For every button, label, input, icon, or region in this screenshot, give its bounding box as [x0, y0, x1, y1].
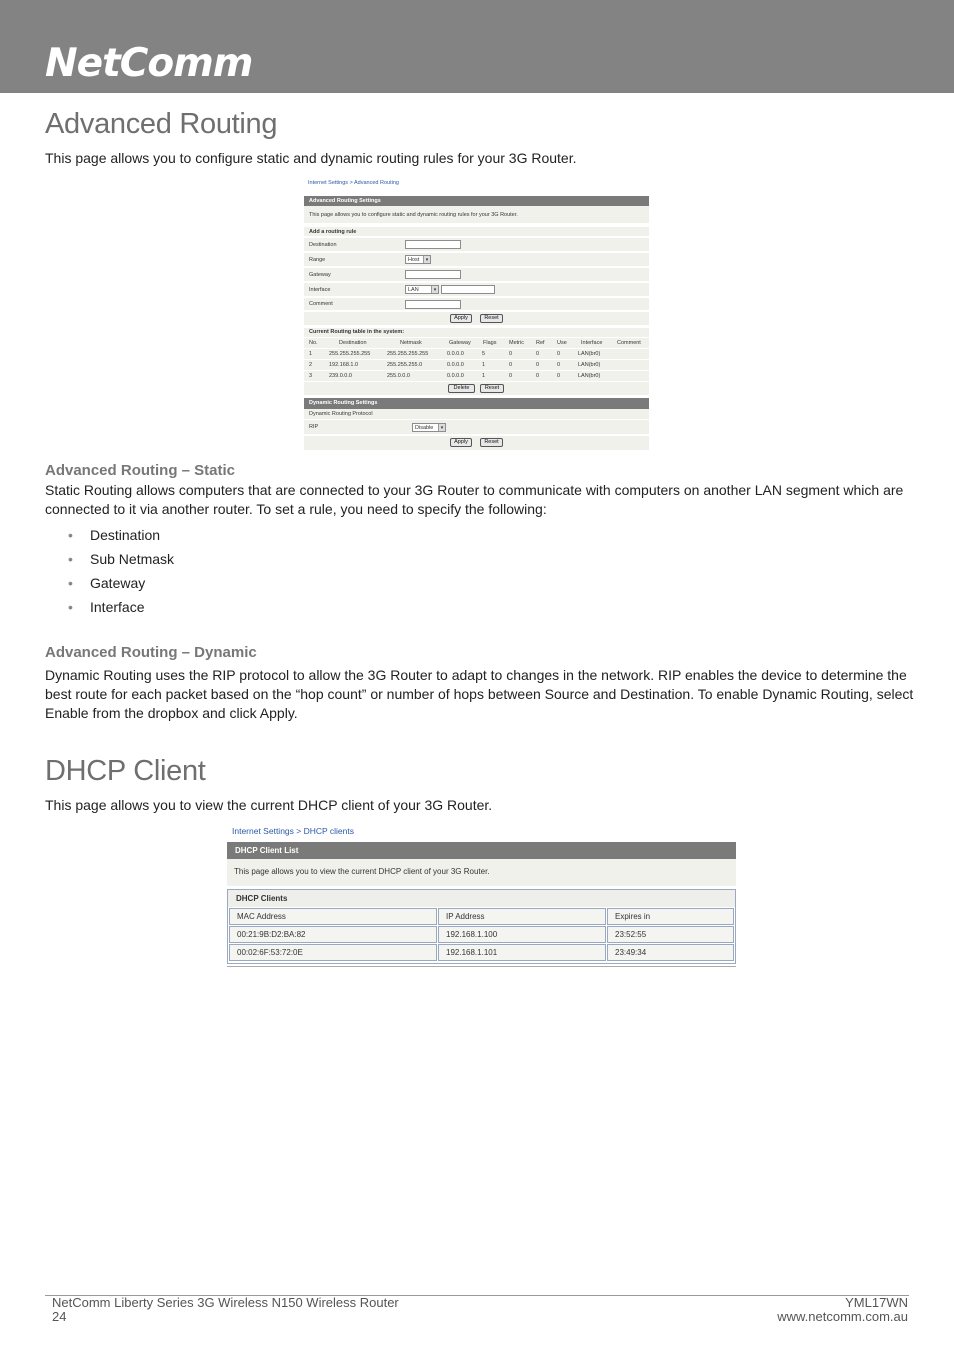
cell-destination: 192.168.1.0 [329, 362, 359, 368]
col-comment: Comment [617, 340, 641, 346]
footer-left [52, 1296, 399, 1324]
panel-title: DHCP Client List [227, 842, 736, 859]
interface-label: Interface [309, 287, 331, 293]
cell-ref: 0 [536, 373, 540, 379]
cell-flags: 5 [482, 351, 486, 357]
reset-button[interactable]: Reset [480, 438, 503, 447]
cell-ip-address: 192.168.1.100 [438, 926, 606, 943]
col-ref: Ref [536, 340, 545, 346]
bullet-icon: • [68, 575, 73, 591]
section-intro-dhcp-client: This page allows you to view the current DHCP client of your 3G Router. [45, 797, 493, 813]
chevron-down-icon: ▾ [423, 256, 430, 263]
col-expires-in: Expires in [607, 908, 734, 925]
table-row [304, 371, 649, 382]
add-rule-buttons-row [304, 312, 649, 326]
apply-button[interactable]: Apply [450, 314, 472, 323]
list-item [68, 574, 174, 598]
col-destination: Destination [339, 340, 367, 346]
cell-gateway: 0.0.0.0 [447, 362, 464, 368]
static-body: Static Routing allows computers that are connected to your 3G Router to communicate with computers on another LAN segment which are connected to it via another router. To set a rule, you need to specify the following: [45, 482, 904, 517]
list-item-label: Sub Netmask [90, 551, 175, 567]
cell-interface: LAN(br0) [578, 351, 601, 357]
col-netmask: Netmask [400, 340, 422, 346]
bullet-icon: • [68, 527, 73, 543]
header-bar [0, 0, 954, 93]
breadcrumb[interactable]: Internet Settings > DHCP clients [232, 826, 354, 836]
advanced-routing-screenshot [304, 178, 649, 452]
col-use: Use [557, 340, 567, 346]
cell-interface: LAN(br0) [578, 362, 601, 368]
section-intro-advanced-routing: This page allows you to configure static and dynamic routing rules for your 3G Router. [45, 150, 577, 166]
comment-label: Comment [309, 301, 333, 307]
routing-table-heading: Current Routing table in the system: [309, 329, 405, 335]
cell-flags: 1 [482, 362, 486, 368]
cell-gateway: 0.0.0.0 [447, 351, 464, 357]
interface-row [304, 283, 649, 297]
cell-metric: 0 [509, 351, 513, 357]
col-no: No. [309, 340, 318, 346]
cell-netmask: 255.0.0.0 [387, 373, 410, 379]
dynamic-protocol-heading-row [304, 409, 649, 420]
dynamic-body: Dynamic Routing uses the RIP protocol to allow the 3G Router to adapt to changes in the network. RIP enables the device to determine the best route for each packet based on the “hop count” or number of hops between Source and Destination. To enable Dynamic Routing, select Enable from the dropbox and click Apply. [45, 667, 914, 721]
reset-button[interactable]: Reset [480, 384, 504, 393]
cell-expires-in: 23:52:55 [607, 926, 734, 943]
footer-model: YML17WN [845, 1295, 908, 1310]
cell-no: 1 [309, 351, 313, 357]
panel-description: This page allows you to configure static and dynamic routing rules for your 3G Router. [304, 206, 649, 224]
table-row [304, 360, 649, 371]
cell-netmask: 255.255.255.255 [387, 351, 429, 357]
routing-table-buttons-row [304, 382, 649, 396]
chevron-down-icon: ▾ [431, 286, 438, 293]
gateway-input[interactable] [405, 270, 461, 279]
table-row [228, 926, 735, 943]
cell-mac-address: 00:21:9B:D2:BA:82 [229, 926, 437, 943]
col-flags: Flags [483, 340, 497, 346]
dhcp-clients-table [227, 889, 736, 964]
dhcp-client-screenshot [227, 822, 736, 968]
cell-ref: 0 [536, 362, 540, 368]
col-interface: Interface [581, 340, 603, 346]
cell-metric: 0 [509, 373, 513, 379]
add-rule-heading: Add a routing rule [309, 229, 357, 235]
panel-title: Advanced Routing Settings [304, 196, 649, 206]
interface-select[interactable] [405, 285, 439, 294]
routing-table-header [304, 338, 649, 349]
cell-gateway: 0.0.0.0 [447, 373, 464, 379]
netcomm-logo: NetComm [45, 41, 253, 86]
range-label: Range [309, 257, 326, 263]
gateway-label: Gateway [309, 272, 331, 278]
cell-ref: 0 [536, 351, 540, 357]
cell-no: 2 [309, 362, 313, 368]
cell-no: 3 [309, 373, 313, 379]
footer-right [777, 1296, 908, 1324]
list-item [68, 550, 174, 574]
table-row [304, 349, 649, 360]
range-select[interactable] [405, 255, 431, 264]
static-requirements-list [68, 526, 174, 622]
table-row [228, 944, 735, 961]
rip-label: RIP [309, 424, 319, 430]
breadcrumb[interactable]: Internet Settings > Advanced Routing [308, 180, 399, 186]
interface-custom-input[interactable] [441, 285, 495, 294]
cell-flags: 1 [482, 373, 486, 379]
destination-label: Destination [309, 242, 337, 248]
rip-select[interactable] [412, 423, 446, 432]
bullet-icon: • [68, 551, 73, 567]
destination-row [304, 238, 649, 252]
static-heading: Advanced Routing – Static [45, 462, 236, 479]
section-title-advanced-routing: Advanced Routing [45, 108, 278, 140]
delete-button[interactable]: Delete [448, 384, 475, 393]
cell-expires-in: 23:49:34 [607, 944, 734, 961]
range-value: Host [408, 257, 420, 263]
chevron-down-icon: ▾ [438, 424, 445, 431]
footer-product: NetComm Liberty Series 3G Wireless N150 Wireless Router [52, 1295, 399, 1310]
cell-ip-address: 192.168.1.101 [438, 944, 606, 961]
comment-row [304, 298, 649, 311]
dynamic-protocol-heading: Dynamic Routing Protocol [309, 411, 373, 417]
destination-input[interactable] [405, 240, 461, 249]
col-mac-address: MAC Address [229, 908, 437, 925]
bullet-icon: • [68, 599, 73, 615]
cell-netmask: 255.255.255.0 [387, 362, 423, 368]
range-row [304, 253, 649, 267]
cell-use: 0 [557, 351, 561, 357]
interface-value: LAN [408, 287, 419, 293]
list-item [68, 598, 174, 622]
cell-metric: 0 [509, 362, 513, 368]
section-title-dhcp-client: DHCP Client [45, 755, 206, 787]
dynamic-routing-title: Dynamic Routing Settings [304, 398, 649, 409]
col-metric: Metric [509, 340, 524, 346]
add-rule-heading-row [304, 227, 649, 237]
cell-destination: 255.255.255.255 [329, 351, 371, 357]
comment-input[interactable] [405, 300, 461, 309]
col-gateway: Gateway [449, 340, 471, 346]
cell-destination: 239.0.0.0 [329, 373, 352, 379]
cell-interface: LAN(br0) [578, 373, 601, 379]
table-header-row [228, 908, 735, 925]
list-item-label: Destination [90, 527, 161, 543]
cell-use: 0 [557, 362, 561, 368]
page-number: 24 [52, 1309, 67, 1324]
divider [227, 966, 736, 967]
footer-url[interactable]: www.netcomm.com.au [777, 1309, 908, 1324]
gateway-row [304, 268, 649, 282]
reset-button[interactable]: Reset [480, 314, 503, 323]
rip-value: Disable [415, 425, 434, 431]
apply-button[interactable]: Apply [450, 438, 472, 447]
routing-table-heading-row [304, 328, 649, 338]
cell-use: 0 [557, 373, 561, 379]
col-ip-address: IP Address [438, 908, 606, 925]
table-title: DHCP Clients [228, 890, 735, 907]
list-item-label: Gateway [90, 575, 146, 591]
cell-mac-address: 00:02:6F:53:72:0E [229, 944, 437, 961]
list-item [68, 526, 174, 550]
rip-row [304, 420, 649, 435]
dynamic-heading: Advanced Routing – Dynamic [45, 644, 257, 661]
panel-description: This page allows you to view the current DHCP client of your 3G Router. [227, 859, 736, 886]
dynamic-buttons-row [304, 436, 649, 451]
list-item-label: Interface [90, 599, 145, 615]
